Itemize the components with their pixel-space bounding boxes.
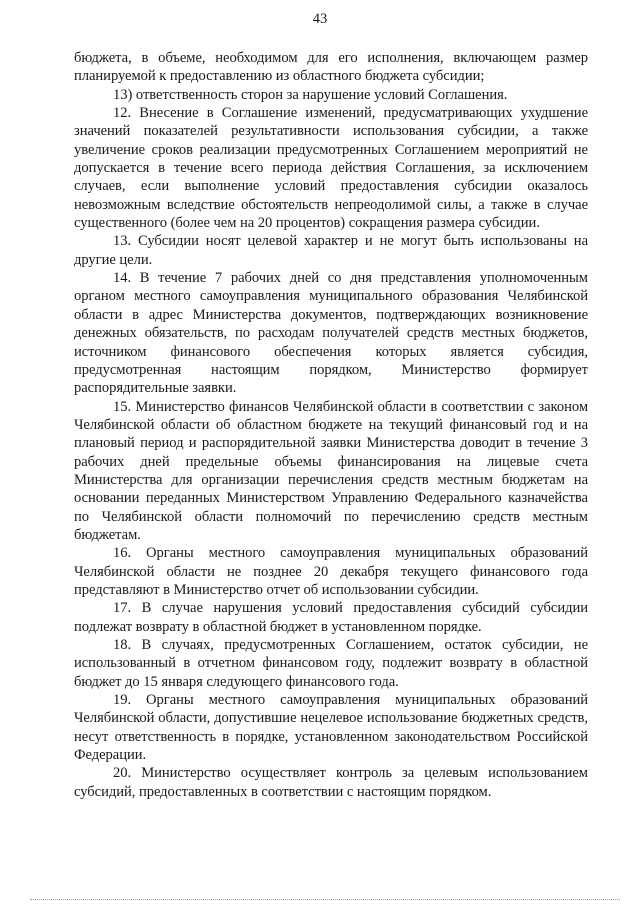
- paragraph-15: 15. Министерство финансов Челябинской области в соответствии с законом Челябинской области об областном бюджете на текущий финансовый год и на плановый период и распорядительной заявки Министерства доводит в течение 3 рабочих дней предельные объемы финансирования на лицевые счета Министерства для организации перечисления средств местным бюджетам на основании переданных Министерством Управлению Федерального казначейства по Челябинской области полномочий по перечислению средств местным бюджетам.: [74, 398, 588, 543]
- paragraph-13: 13. Субсидии носят целевой характер и не могут быть использованы на другие цели.: [74, 233, 588, 268]
- page-number: 43: [312, 11, 328, 27]
- scan-edge-line: [30, 899, 620, 900]
- paragraph-20: 20. Министерство осуществляет контроль за целевым использованием субсидий, предоставленных в соответствии с настоящим порядком.: [74, 765, 588, 800]
- paragraph-12: 12. Внесение в Соглашение изменений, предусматривающих ухудшение значений показателей результативности использования субсидии, а также увеличение сроков реализации предусмотренных Соглашением мероприятий не допускается в течение всего периода действия Соглашения, за исключением случаев, если выполнение условий предоставления субсидии оказалось невозможным вследствие обстоятельств непреодолимой силы, а также в случае существенного (более чем на 20 процентов) сокращения размера субсидии.: [74, 105, 588, 232]
- paragraph-continuation: бюджета, в объеме, необходимом для его исполнения, включающем размер планируемой к предоставлению из областного бюджета субсидии;: [74, 50, 588, 85]
- paragraph-18: 18. В случаях, предусмотренных Соглашением, остаток субсидии, не использованный в отчетном финансовом году, подлежит возврату в областной бюджет до 15 января следующего финансового года.: [74, 637, 588, 690]
- paragraph-item-13-responsibility: 13) ответственность сторон за нарушение условий Соглашения.: [113, 86, 508, 103]
- paragraph-17: 17. В случае нарушения условий предоставления субсидий субсидии подлежат возврату в областной бюджет в установленном порядке.: [74, 600, 588, 635]
- paragraph-16: 16. Органы местного самоуправления муниципальных образований Челябинской области не позднее 20 декабря текущего финансового года представляют в Министерство отчет об использовании субсидии.: [74, 545, 588, 598]
- paragraph-14: 14. В течение 7 рабочих дней со дня представления уполномоченным органом местного самоуправления муниципального образования Челябинской области в адрес Министерства документов, подтверждающих возникновение денежных обязательств, по расходам получателей средств местных бюджетов, источником финансового обеспечения которых является субсидия, предусмотренная настоящим порядком, Министерство формирует распорядительные заявки.: [74, 270, 588, 397]
- document-body: [74, 49, 588, 801]
- paragraph-19: 19. Органы местного самоуправления муниципальных образований Челябинской области, допустившие нецелевое использование бюджетных средств, несут ответственность в порядке, установленном законодательством Российской Федерации.: [74, 692, 588, 764]
